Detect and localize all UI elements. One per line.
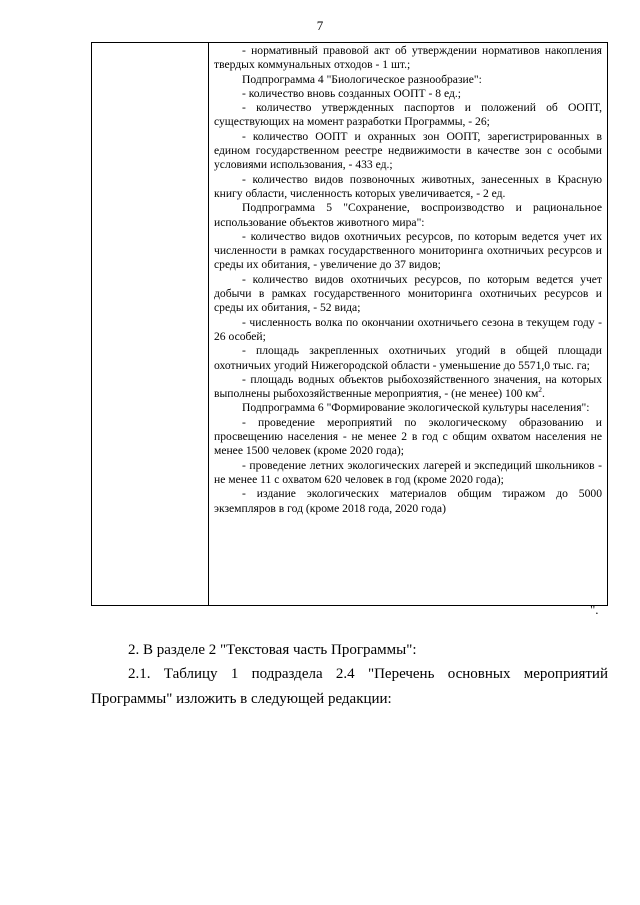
- table-text-line: - количество вновь созданных ООПТ - 8 ед.;: [242, 86, 461, 100]
- page-number: 7: [316, 18, 324, 33]
- table-left-cell: [92, 43, 209, 605]
- table-text-line: - количество ООПТ и охранных зон ООПТ, зарегистрированных в едином государственном реестре недвижимости в качестве зон с особыми условиями использования, - 433 ед.;: [214, 129, 602, 172]
- table-text-line: Подпрограмма 5 "Сохранение, воспроизводство и рациональное использование объектов животного мира":: [214, 201, 602, 229]
- table-text-line: - площадь закрепленных охотничьих угодий в общей площади охотничьих угодий Нижегородской области - уменьшение до 5571,0 тыс. га;: [214, 344, 602, 372]
- water-area-text: - площадь водных объектов рыбохозяйственного значения, на которых выполнены рыбохозяйственные мероприятия, - (не менее) 100 км: [214, 372, 602, 401]
- table-text-line: - количество видов охотничьих ресурсов, по которым ведется учет их численности в рамках государственного мониторинга охотничьих ресурсов и среды их обитания, - увеличение до 37 видов;: [214, 229, 602, 272]
- table-text-line: - проведение мероприятий по экологическому образованию и просвещению населения - не менее 2 в год с общим охватом населения не менее 1500 человек (кроме 2020 года);: [214, 415, 602, 458]
- table-text-line: - количество видов позвоночных животных, занесенных в Красную книгу области, численность которых увеличивается, - 2 ед.: [214, 172, 602, 200]
- table-right-cell: [209, 43, 607, 605]
- table-text-line: - количество видов охотничьих ресурсов, по которым ведется учет добычи в рамках государственного мониторинга охотничьих ресурсов и среды их обитания, - 52 вида;: [214, 272, 602, 315]
- table-text-line: - численность волка по окончании охотничьего сезона в текущем году - 26 особей;: [214, 315, 602, 343]
- table-text-line: [214, 373, 602, 402]
- table-text-line: Подпрограмма 4 "Биологическое разнообразие":: [242, 72, 482, 86]
- table-text-line: - издание экологических материалов общим тиражом до 5000 экземпляров в год (кроме 2018 года, 2020 года): [214, 487, 602, 515]
- table-text-line: - количество утвержденных паспортов и положений об ООПТ, существующих на момент разработки Программы, - 26;: [214, 101, 602, 129]
- table-text-line: - нормативный правовой акт об утверждении нормативов накопления твердых коммунальных отходов - 1 шт.;: [214, 44, 602, 72]
- closing-quote: ".: [590, 602, 599, 617]
- superscript-square: 2: [538, 385, 543, 395]
- water-area-suffix: .: [542, 387, 545, 401]
- table-text-line: Подпрограмма 6 "Формирование экологической культуры населения":: [242, 401, 590, 415]
- table-text-line: - проведение летних экологических лагерей и экспедиций школьников - не менее 11 с охватом 620 человек в год (кроме 2020 года);: [214, 458, 602, 486]
- paragraph-section-2-1: 2.1. Таблицу 1 подраздела 2.4 "Перечень основных мероприятий Программы" изложить в следующей редакции:: [91, 666, 608, 707]
- indicators-table: [91, 42, 608, 606]
- paragraph-section-2: 2. В разделе 2 "Текстовая часть Программы":: [128, 642, 417, 658]
